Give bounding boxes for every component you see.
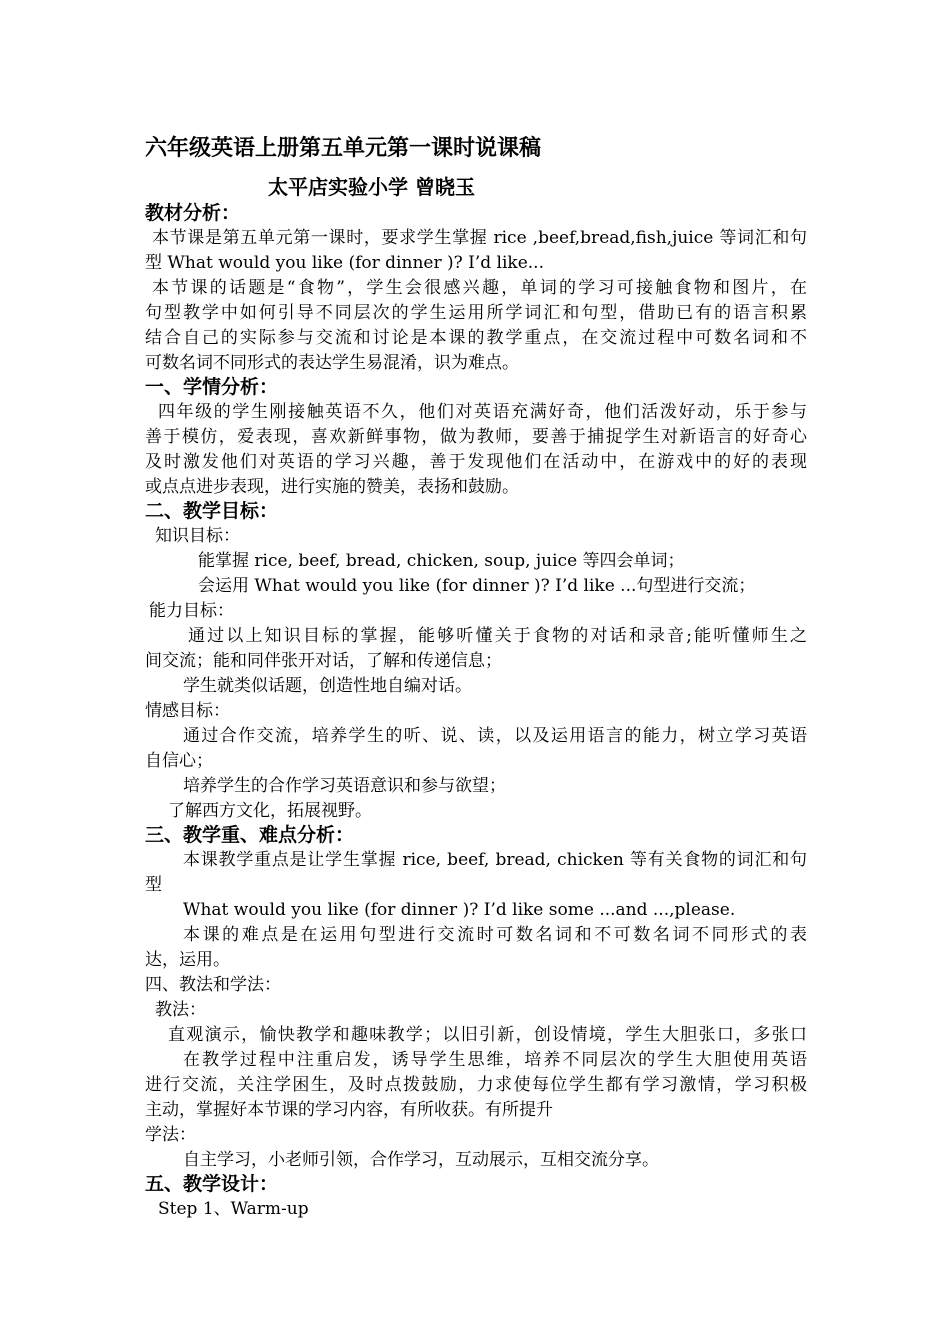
paragraph-line: 可数名词不同形式的表达学生易混淆，识为难点。 bbox=[145, 353, 519, 373]
section-heading: 一、学情分析： bbox=[145, 376, 279, 398]
paragraph-line: 达，运用。 bbox=[145, 950, 230, 970]
paragraph-line: 本课教学重点是让学生掌握 rice, beef, bread, chicken 等有关食物的词汇和句 bbox=[183, 850, 807, 870]
paragraph-line: 会运用 What would you like (for dinner )? I’d like ...句型进行交流； bbox=[198, 576, 756, 596]
paragraph-line: 间交流；能和同伴张开对话，了解和传递信息； bbox=[145, 651, 502, 671]
paragraph-line: 进行交流，关注学困生，及时点拨鼓励，力求使每位学生都有学习激情，学习积极 bbox=[145, 1075, 807, 1095]
paragraph-line: 自信心； bbox=[145, 751, 213, 771]
section-heading: 二、教学目标： bbox=[145, 500, 279, 522]
paragraph-line: 自主学习，小老师引领，合作学习，互动展示，互相交流分享。 bbox=[183, 1150, 659, 1170]
subheading: 学法： bbox=[145, 1125, 196, 1145]
section-heading: 三、教学重、难点分析： bbox=[145, 824, 355, 846]
subheading: 教法： bbox=[155, 1000, 206, 1020]
paragraph-line: 能掌握 rice, beef, bread, chicken, soup, juice 等四会单词； bbox=[198, 551, 685, 571]
paragraph-line: 四年级的学生刚接触英语不久，他们对英语充满好奇，他们活泼好动，乐于参与 bbox=[158, 402, 807, 422]
paragraph-line: 本节课的话题是“食物”，学生会很感兴趣，单词的学习可接触食物和图片，在 bbox=[152, 278, 807, 298]
subheading: 情感目标： bbox=[145, 701, 230, 721]
section-heading: 教材分析： bbox=[145, 202, 241, 224]
paragraph-line: 通过合作交流，培养学生的听、说、读，以及运用语言的能力，树立学习英语 bbox=[183, 726, 807, 746]
paragraph-line: 培养学生的合作学习英语意识和参与欲望； bbox=[183, 776, 506, 796]
paragraph-line: 型 bbox=[145, 875, 162, 895]
subheading: 知识目标： bbox=[155, 526, 240, 546]
section-heading: 四、教法和学法： bbox=[145, 975, 281, 995]
paragraph-line: What would you like (for dinner )? I’d like some ...and ...,please. bbox=[183, 900, 736, 920]
paragraph-line: 了解西方文化，拓展视野。 bbox=[168, 801, 372, 821]
paragraph-line: 型 What would you like (for dinner )? I’d like... bbox=[145, 253, 544, 273]
paragraph-line: 结合自己的实际参与交流和讨论是本课的教学重点，在交流过程中可数名词和不 bbox=[145, 328, 807, 348]
paragraph-line: 本课的难点是在运用句型进行交流时可数名词和不可数名词不同形式的表 bbox=[183, 925, 807, 945]
paragraph-line: 句型教学中如何引导不同层次的学生运用所学词汇和句型，借助已有的语言积累 bbox=[145, 303, 807, 323]
paragraph-line: 在教学过程中注重启发，诱导学生思维，培养不同层次的学生大胆使用英语 bbox=[183, 1050, 807, 1070]
subheading: 能力目标： bbox=[149, 601, 234, 621]
paragraph-line: 或点点进步表现，进行实施的赞美，表扬和鼓励。 bbox=[145, 477, 519, 497]
paragraph-line: 本节课是第五单元第一课时，要求学生掌握 rice ,beef,bread,fish,juice 等词汇和句 bbox=[152, 228, 807, 248]
paragraph-line: 善于模仿，爱表现，喜欢新鲜事物，做为教师，要善于捕捉学生对新语言的好奇心 bbox=[145, 427, 807, 447]
paragraph-line: 主动，掌握好本节课的学习内容，有所收获。有所提升 bbox=[145, 1100, 553, 1120]
doc-title: 六年级英语上册第五单元第一课时说课稿 bbox=[145, 136, 542, 161]
section-heading: 五、教学设计： bbox=[145, 1173, 279, 1195]
paragraph-line: 学生就类似话题，创造性地自编对话。 bbox=[183, 676, 472, 696]
paragraph-line: 通过以上知识目标的掌握，能够听懂关于食物的对话和录音;能听懂师生之 bbox=[188, 626, 807, 646]
paragraph-line: 及时激发他们对英语的学习兴趣，善于发现他们在活动中，在游戏中的好的表现 bbox=[145, 452, 807, 472]
doc-author: 太平店实验小学 曾晓玉 bbox=[268, 175, 475, 199]
paragraph-line: Step 1、Warm-up bbox=[158, 1199, 309, 1219]
paragraph-line: 直观演示，愉快教学和趣味教学；以旧引新，创设情境，学生大胆张口，多张口 bbox=[168, 1025, 807, 1045]
